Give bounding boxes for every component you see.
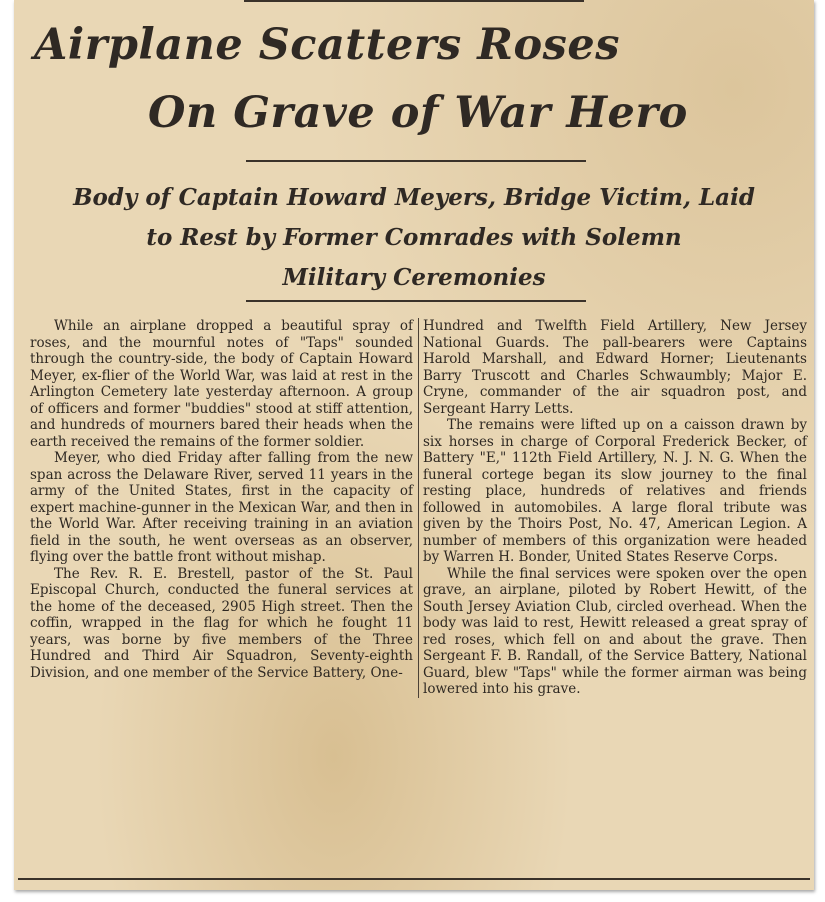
headline-line-2: On Grave of War Hero <box>148 88 688 138</box>
article-paragraph: The Rev. R. E. Brestell, pastor of the St. Paul Episcopal Church, conducted the funeral services at the home of the deceased, 2905 High street. Then the coffin, wrapped in the flag for which he fought 11 years, was borne by five members of the Three Hundred and Third Air Squadron, Seventy-eighth Division, and one member of the Service Battery, One- <box>30 565 413 681</box>
article-paragraph: While the final services were spoken over the open grave, an airplane, piloted by Robert Hewitt, of the South Jersey Aviation Club, circled overhead. When the body was laid to rest, Hewitt released a great spray of red roses, which fell on and about the grave. Then Sergeant F. B. Randall, of the Service Battery, National Guard, blew "Taps" while the former airman was being lowered into his grave. <box>423 565 807 697</box>
subheadline-line-2: to Rest by Former Comrades with Solemn <box>146 224 682 251</box>
article-paragraph: While an airplane dropped a beautiful spray of roses, and the mournful notes of "Taps" sounded through the country-side, the body of Captain Howard Meyer, ex-flier of the World War, was laid at rest in the Arlington Cemetery late yesterday afternoon. A group of officers and former "buddies" stood at stiff attention, and hundreds of mourners bared their heads when the earth received the remains of the former soldier. <box>30 318 413 450</box>
subheadline-line-1: Body of Captain Howard Meyers, Bridge Victim, Laid <box>73 184 755 211</box>
top-rule <box>244 0 584 2</box>
bottom-rule <box>18 878 810 880</box>
subheadline-line-3: Military Ceremonies <box>282 264 546 291</box>
headline-line-1: Airplane Scatters Roses <box>34 20 620 70</box>
subheadline-divider <box>246 300 586 302</box>
newspaper-clipping <box>14 0 814 890</box>
headline-divider <box>246 160 586 162</box>
subheadline <box>14 178 814 298</box>
article-column-left <box>30 318 413 681</box>
article-paragraph: The remains were lifted up on a caisson drawn by six horses in charge of Corporal Frederick Becker, of Battery "E," 112th Field Artillery, N. J. N. G. When the funeral cortege began its slow journey to the final resting place, hundreds of relatives and friends followed in automobiles. A large floral tribute was given by the Thoirs Post, No. 47, American Legion. A number of members of this organization were headed by Warren H. Bonder, United States Reserve Corps. <box>423 417 807 565</box>
article-paragraph: Hundred and Twelfth Field Artillery, New Jersey National Guards. The pall-bearers were Captains Harold Marshall, and Edward Horner; Lieutenants Barry Truscott and Charles Schwaumbly; Major E. Cryne, commander of the air squadron post, and Sergeant Harry Letts. <box>423 318 807 417</box>
article-paragraph: Meyer, who died Friday after falling from the new span across the Delaware River, served 11 years in the army of the United States, first in the capacity of expert machine-gunner in the Mexican War, and then in the World War. After receiving training in an aviation field in the south, he went overseas as an observer, flying over the battle front without mishap. <box>30 450 413 565</box>
article-column-right <box>418 318 807 698</box>
